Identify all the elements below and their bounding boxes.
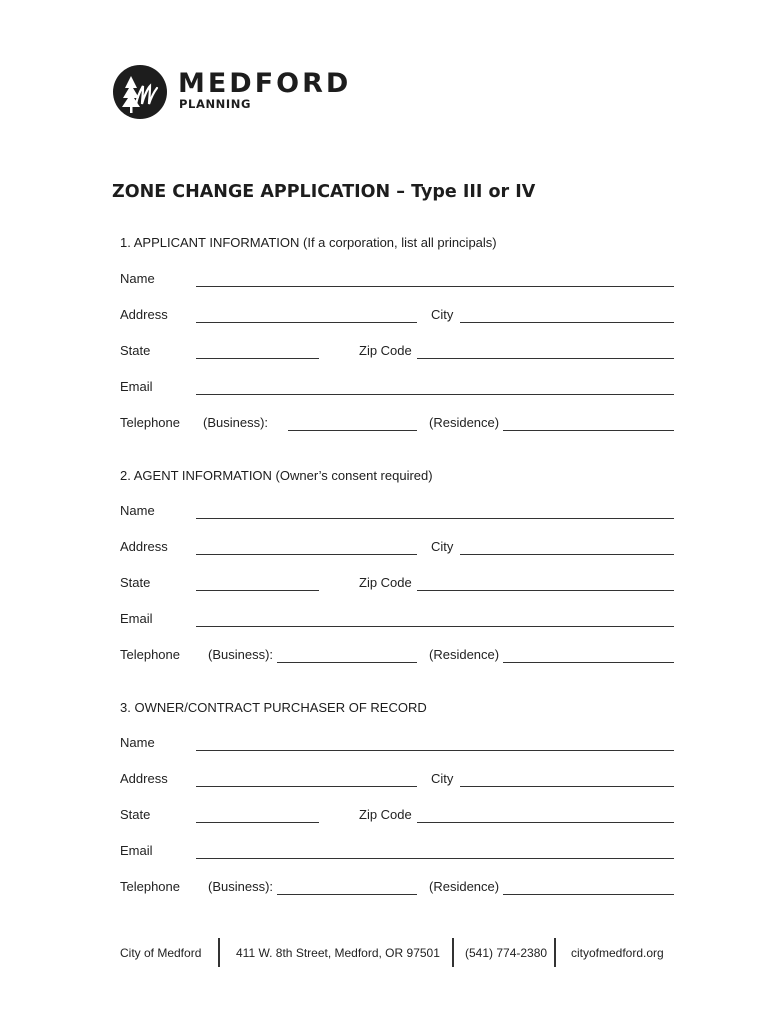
agent-business-label: (Business):: [208, 647, 274, 662]
section-heading-applicant: 1. APPLICANT INFORMATION (If a corporation, list all principals): [120, 235, 497, 250]
section-heading-agent: 2. AGENT INFORMATION (Owner’s consent required): [120, 468, 433, 483]
applicant-telephone-label: Telephone: [120, 415, 180, 430]
owner-residence-label: (Residence): [429, 879, 500, 894]
section-heading-owner: 3. OWNER/CONTRACT PURCHASER OF RECORD: [120, 700, 427, 715]
owner-city-field[interactable]: [460, 786, 674, 787]
owner-address-label: Address: [120, 771, 168, 786]
agent-city-label: City: [431, 539, 454, 554]
agent-city-field[interactable]: [460, 554, 674, 555]
applicant-city-label: City: [431, 307, 454, 322]
owner-name-label: Name: [120, 735, 155, 750]
footer-city-name: City of Medford: [120, 946, 202, 960]
applicant-state-label: State: [120, 343, 151, 358]
agent-email-field[interactable]: [196, 626, 674, 627]
owner-zip-label: Zip Code: [359, 807, 412, 822]
footer-address: 411 W. 8th Street, Medford, OR 97501: [236, 946, 440, 960]
owner-residence-phone-field[interactable]: [503, 894, 674, 895]
agent-residence-label: (Residence): [429, 647, 500, 662]
owner-zip-field[interactable]: [417, 822, 674, 823]
applicant-city-field[interactable]: [460, 322, 674, 323]
medford-planning-logo: [112, 64, 352, 122]
applicant-name-label: Name: [120, 271, 155, 286]
owner-state-field[interactable]: [196, 822, 319, 823]
footer-divider: [554, 938, 556, 967]
agent-state-field[interactable]: [196, 590, 319, 591]
owner-address-field[interactable]: [196, 786, 417, 787]
applicant-residence-label: (Residence): [429, 415, 500, 430]
applicant-business-label: (Business):: [203, 415, 269, 430]
applicant-business-phone-field[interactable]: [288, 430, 417, 431]
owner-telephone-label: Telephone: [120, 879, 180, 894]
owner-name-field[interactable]: [196, 750, 674, 751]
owner-city-label: City: [431, 771, 454, 786]
agent-address-field[interactable]: [196, 554, 417, 555]
page-title: ZONE CHANGE APPLICATION – Type III or IV: [112, 182, 536, 202]
owner-state-label: State: [120, 807, 151, 822]
page-footer: [0, 938, 770, 968]
agent-business-phone-field[interactable]: [277, 662, 417, 663]
agent-telephone-label: Telephone: [120, 647, 180, 662]
applicant-state-field[interactable]: [196, 358, 319, 359]
owner-business-phone-field[interactable]: [277, 894, 417, 895]
logo-wordmark: MEDFORD: [178, 68, 352, 99]
agent-name-label: Name: [120, 503, 155, 518]
agent-name-field[interactable]: [196, 518, 674, 519]
agent-zip-label: Zip Code: [359, 575, 412, 590]
owner-email-field[interactable]: [196, 858, 674, 859]
applicant-email-field[interactable]: [196, 394, 674, 395]
footer-divider: [218, 938, 220, 967]
applicant-zip-label: Zip Code: [359, 343, 412, 358]
agent-zip-field[interactable]: [417, 590, 674, 591]
applicant-address-label: Address: [120, 307, 168, 322]
owner-business-label: (Business):: [208, 879, 274, 894]
applicant-zip-field[interactable]: [417, 358, 674, 359]
agent-residence-phone-field[interactable]: [503, 662, 674, 663]
medford-tree-logo-icon: [112, 64, 168, 120]
agent-address-label: Address: [120, 539, 168, 554]
agent-state-label: State: [120, 575, 151, 590]
applicant-address-field[interactable]: [196, 322, 417, 323]
owner-email-label: Email: [120, 843, 153, 858]
footer-website-link[interactable]: cityofmedford.org: [571, 946, 664, 960]
applicant-residence-phone-field[interactable]: [503, 430, 674, 431]
agent-email-label: Email: [120, 611, 153, 626]
footer-divider: [452, 938, 454, 967]
footer-phone: (541) 774-2380: [465, 946, 548, 960]
applicant-email-label: Email: [120, 379, 153, 394]
applicant-name-field[interactable]: [196, 286, 674, 287]
logo-subtitle: PLANNING: [179, 97, 252, 111]
